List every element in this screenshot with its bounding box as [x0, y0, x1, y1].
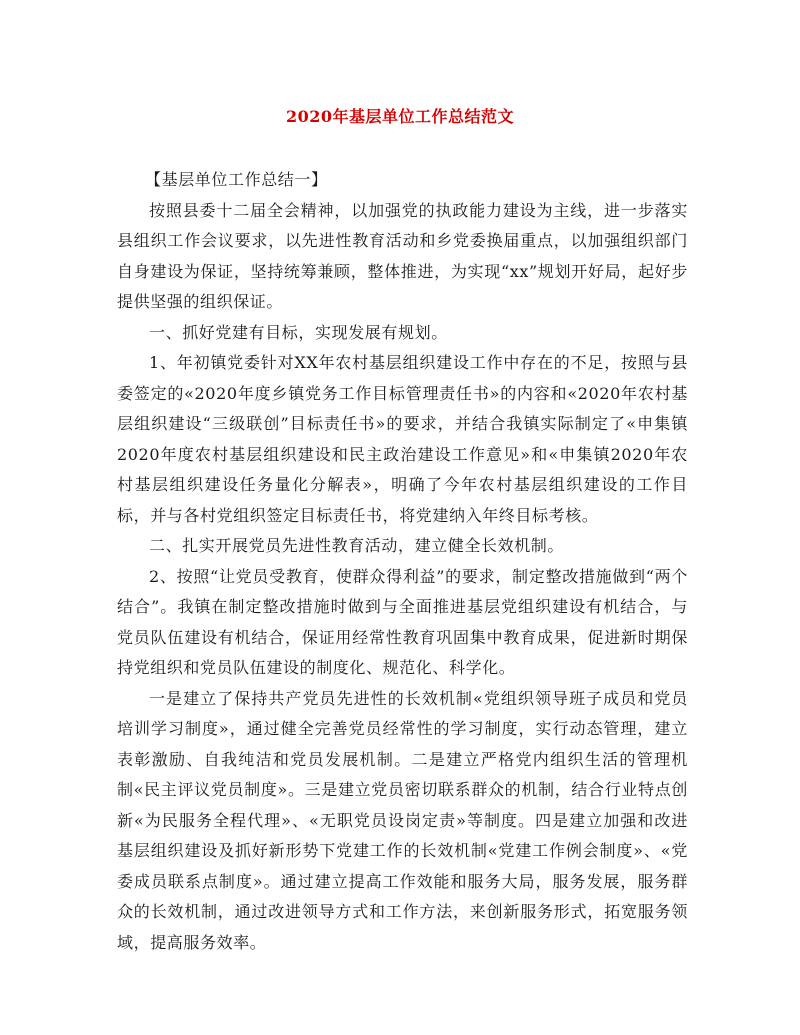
section-heading: 【基层单位工作总结一】 [145, 170, 328, 189]
document-title: 2020年基层单位工作总结范文 [285, 107, 515, 126]
section-two-heading: 二、扎实开展党员先进性教育活动，建立健全长效机制。 [149, 536, 565, 555]
section-one-heading: 一、抓好党建有目标，实现发展有规划。 [149, 322, 448, 342]
paragraph-item-1: 1、年初镇党委针对XX年农村基层组织建设工作中存在的不足，按照与县委签定的«2020年度乡镇党务工作目标管理责任书»的内容和«2020年农村基层组织建设“三级联创”目标责任书»的要求，并结合我镇实际制定了«申集镇2020年度农村基层组织建设和民主政治建设工作意见»和«申集镇2020年农村基层组织建设任务量化分解表»，明确了今年农村基层组织建设的工作目标，并与各村党组织签定目标责任书，将党建纳入年终目标考核。 [117, 353, 688, 525]
mechanism-paragraph: 一是建立了保持共产党员先进性的长效机制«党组织领导班子成员和党员培训学习制度»，通过健全完善党员经常性的学习制度，实行动态管理，建立表彰激励、自我纯洁和党员发展机制。二是建立严格党内组织生活的管理机制«民主评议党员制度»。三是建立党员密切联系群众的机制，结合行业特点创新«为民服务全程代理»、«无职党员设岗定责»等制度。四是建立加强和改进基层组织建设及抓好新形势下党建工作的长效机制«党建工作例会制度»、«党委成员联系点制度»。通过建立提高工作效能和服务大局，服务发展，服务群众的长效机制，通过改进领导方式和工作方法，来创新服务形式，拓宽服务领域，提高服务效率。 [117, 688, 688, 952]
document-body [117, 165, 688, 958]
intro-paragraph: 按照县委十二届全会精神，以加强党的执政能力建设为主线，进一步落实县组织工作会议要求，以先进性教育活动和乡党委换届重点，以加强组织部门自身建设为保证，坚持统筹兼顾，整体推进，为实现“xx”规划开好局，起好步提供坚强的组织保证。 [117, 200, 688, 311]
paragraph-item-2: 2、按照“让党员受教育，使群众得利益”的要求，制定整改措施做到“两个结合”。我镇在制定整改措施时做到与全面推进基层党组织建设有机结合，与党员队伍建设有机结合，保证用经常性教育巩固集中教育成果，促进新时期保持党组织和党员队伍建设的制度化、规范化、科学化。 [117, 566, 688, 677]
